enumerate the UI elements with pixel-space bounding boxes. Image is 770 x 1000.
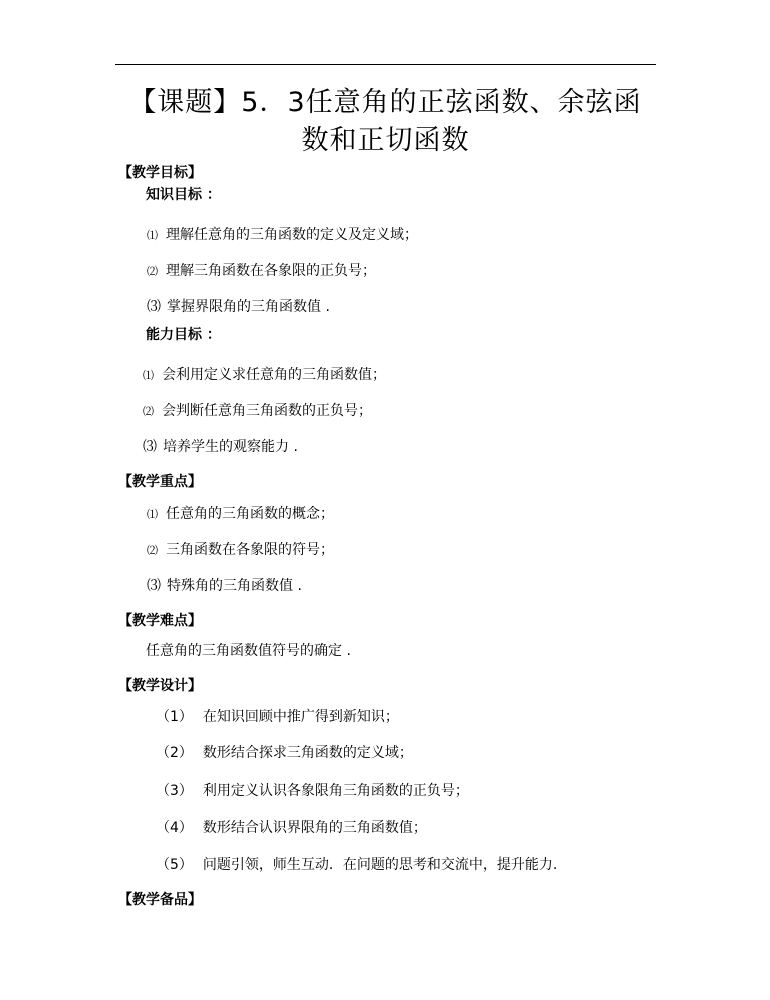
item-text: 培养学生的观察能力 .: [163, 439, 298, 455]
section-heading-difficulties: 【教学难点】: [118, 613, 202, 629]
item-number: ⑶: [147, 578, 161, 594]
item-number: （4）: [156, 820, 193, 836]
item-text: 利用定义认识各象限角三角函数的正负号；: [202, 783, 469, 799]
item-number: （2）: [156, 745, 193, 761]
item-text: 掌握界限角的三角函数值 .: [167, 299, 330, 315]
item-number: ⑴: [143, 369, 154, 382]
item-number: ⑵: [147, 265, 158, 278]
design-item-2: [156, 744, 413, 762]
item-text: 理解任意角的三角函数的定义及定义域；: [166, 227, 418, 243]
ability-item-3: [143, 438, 298, 456]
item-number: （3）: [156, 783, 193, 799]
section-heading-objectives: 【教学目标】: [118, 165, 202, 181]
design-item-4: [156, 819, 427, 837]
key-point-item-3: [147, 577, 302, 595]
item-number: （1）: [156, 709, 193, 725]
item-text: 任意角的三角函数的概念；: [166, 506, 334, 522]
item-text: 特殊角的三角函数值 .: [167, 578, 302, 594]
item-text: 三角函数在各象限的符号；: [166, 542, 334, 558]
item-text: 数形结合探求三角函数的定义域；: [202, 745, 413, 761]
section-heading-materials: 【教学备品】: [118, 892, 202, 908]
knowledge-item-1: [147, 226, 418, 245]
item-text: 问题引领，师生互动．在问题的思考和交流中，提升能力.: [202, 857, 558, 873]
header-rule: [115, 64, 656, 65]
page-title-line-2: 数和正切函数: [301, 125, 470, 156]
item-number: （5）: [156, 857, 193, 873]
knowledge-objectives-label: 知识目标 ：: [146, 187, 221, 203]
ability-objectives-label: 能力目标 ：: [146, 327, 221, 343]
item-text: 数形结合认识界限角的三角函数值；: [202, 820, 427, 836]
ability-item-2: [143, 402, 372, 421]
section-heading-key-points: 【教学重点】: [118, 474, 202, 490]
knowledge-item-2: [147, 262, 376, 281]
difficulty-text: 任意角的三角函数值符号的确定 .: [146, 643, 351, 659]
section-heading-design: 【教学设计】: [118, 678, 202, 694]
item-text: 会判断任意角三角函数的正负号；: [162, 403, 372, 419]
item-text: 在知识回顾中推广得到新知识；: [202, 709, 399, 725]
design-item-5: [156, 856, 557, 874]
page-title-line-1: 【课题】5．3任意角的正弦函数、余弦函: [129, 87, 642, 118]
item-number: ⑶: [147, 299, 161, 315]
item-text: 理解三角函数在各象限的正负号；: [166, 263, 376, 279]
item-number: ⑵: [147, 544, 158, 557]
design-item-3: [156, 782, 469, 800]
item-text: 会利用定义求任意角的三角函数值；: [162, 367, 386, 383]
knowledge-item-3: [147, 298, 330, 316]
item-number: ⑵: [143, 405, 154, 418]
item-number: ⑶: [143, 439, 157, 455]
ability-item-1: [143, 366, 386, 385]
key-point-item-1: [147, 505, 334, 524]
item-number: ⑴: [147, 508, 158, 521]
design-item-1: [156, 708, 399, 726]
item-number: ⑴: [147, 229, 158, 242]
key-point-item-2: [147, 541, 334, 560]
